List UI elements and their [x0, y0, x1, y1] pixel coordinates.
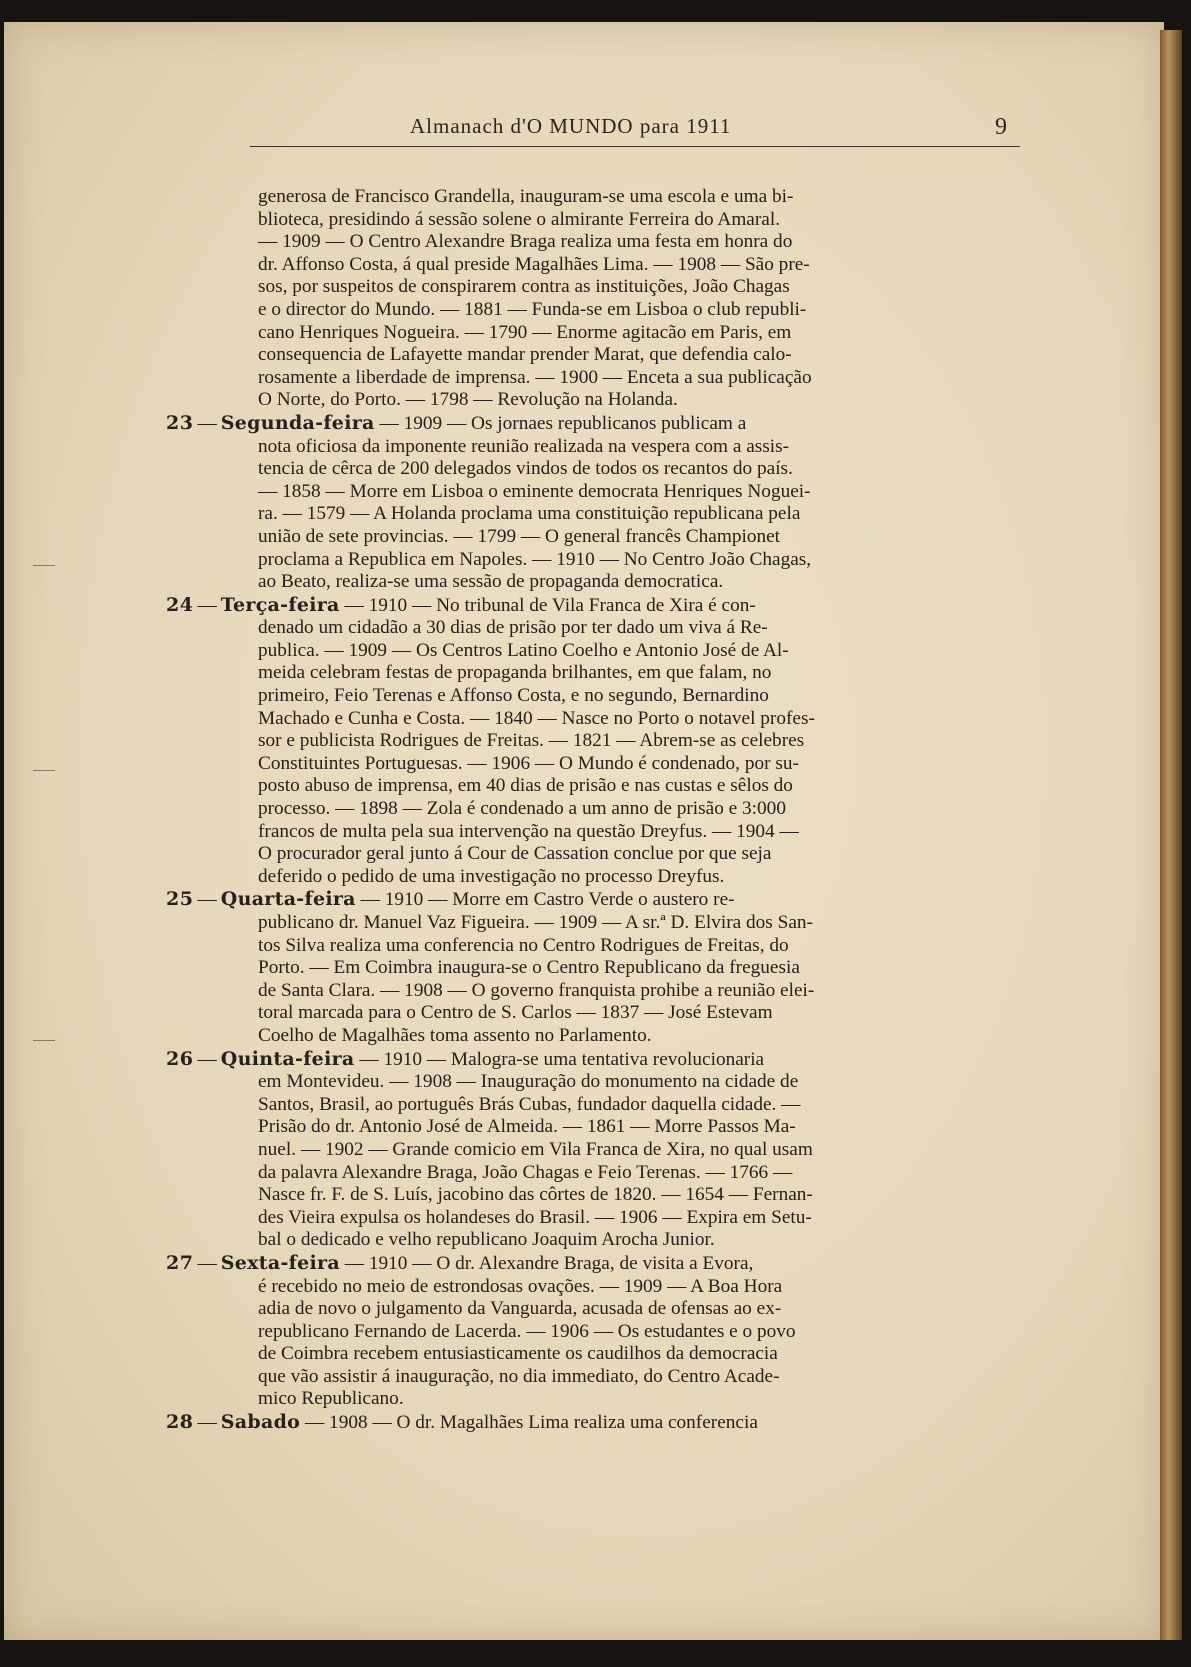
- text-line: de Santa Clara. — 1908 — O governo franquista prohibe a reunião elei-: [258, 979, 815, 1001]
- margin-mark: [33, 770, 55, 771]
- text-line: — 1910 — Malogra-se uma tentativa revolucionaria: [359, 1048, 765, 1070]
- text-line: publica. — 1909 — Os Centros Latino Coelho e Antonio José de Al-: [258, 639, 789, 661]
- margin-mark: [33, 1040, 55, 1041]
- text-line: — 1910 — Morre em Castro Verde o austero re-: [360, 889, 735, 911]
- text-line: denado um cidadão a 30 dias de prisão por ter dado um viva á Re-: [258, 617, 768, 639]
- text-line: que vão assistir á inauguração, no dia immediato, do Centro Acade-: [258, 1365, 780, 1387]
- text-line: generosa de Francisco Grandella, inauguram-se uma escola e uma bi-: [258, 186, 794, 207]
- text-line: rosamente a liberdade de imprensa. — 1900 — Enceta a sua publicação: [258, 366, 812, 388]
- weekday-label: Quarta-feira: [220, 888, 356, 911]
- day-number: 26: [166, 1047, 194, 1070]
- text-line: O procurador geral junto á Cour de Cassation conclue por que seja: [258, 843, 772, 865]
- text-line: tos Silva realiza uma conferencia no Centro Rodrigues de Freitas, do: [258, 934, 789, 956]
- text-line: O Norte, do Porto. — 1798 — Revolução na Holanda.: [258, 389, 678, 411]
- text-line: Machado e Cunha e Costa. — 1840 — Nasce no Porto o notavel profes-: [258, 707, 815, 729]
- header-rule: [250, 146, 1020, 147]
- weekday-label: Sabado: [220, 1411, 301, 1434]
- text-line: ra. — 1579 — A Holanda proclama uma constituição republicana pela: [258, 503, 801, 525]
- text-line: toral marcada para o Centro de S. Carlos — 1837 — José Estevam: [258, 1002, 773, 1024]
- text-line: nota oficiosa da imponente reunião realizada na vespera com a assis-: [258, 435, 790, 457]
- page-body: [166, 186, 1026, 1435]
- text-line: — 1910 — O dr. Alexandre Braga, de visita a Evora,: [344, 1252, 754, 1274]
- text-line: publicano dr. Manuel Vaz Figueira. — 1909 — A sr.ª D. Elvira dos San-: [258, 912, 813, 933]
- entry-first-line: 23 — Segunda-feira — 1909 — Os jornaes republicanos publicam a: [166, 411, 747, 434]
- intro-paragraph: [166, 186, 1026, 412]
- text-line: — 1909 — O Centro Alexandre Braga realiza uma festa em honra do: [258, 231, 793, 253]
- entry-first-line: 27 — Sexta-feira — 1910 — O dr. Alexandre Braga, de visita a Evora,: [166, 1251, 754, 1274]
- weekday-label: Quinta-feira: [220, 1047, 355, 1070]
- text-line: de Coimbra recebem entusiasticamente os caudilhos da democracia: [258, 1343, 778, 1365]
- text-line: deferido o pedido de uma investigação no processo Dreyfus.: [258, 865, 725, 887]
- text-line: posto abuso de imprensa, em 40 dias de prisão e nas custas e sêlos do: [258, 775, 793, 797]
- text-line: em Montevideu. — 1908 — Inauguração do monumento na cidade de: [258, 1071, 799, 1093]
- day-entry-27: [166, 1252, 1026, 1411]
- text-line: Prisão do dr. Antonio José de Almeida. — 1861 — Morre Passos Ma-: [258, 1116, 796, 1138]
- text-line: — 1908 — O dr. Magalhães Lima realiza uma conferencia: [304, 1412, 758, 1434]
- text-line: ao Beato, realiza-se uma sessão de propaganda democratica.: [258, 571, 724, 593]
- day-entry-26: [166, 1048, 1026, 1252]
- entry-first-line: 24 — Terça-feira — 1910 — No tribunal de Vila Franca de Xira é con-: [166, 593, 756, 616]
- text-line: da palavra Alexandre Braga, João Chagas e Feio Terenas. — 1766 —: [258, 1161, 793, 1183]
- day-number: 25: [166, 888, 194, 911]
- text-line: processo. — 1898 — Zola é condenado a um anno de prisão e 3:000: [258, 798, 786, 820]
- text-line: bal o dedicado e velho republicano Joaquim Arocha Junior.: [258, 1229, 715, 1251]
- text-line: nuel. — 1902 — Grande comicio em Vila Franca de Xira, no qual usam: [258, 1138, 813, 1160]
- weekday-label: Terça-feira: [220, 593, 340, 616]
- text-line: adia de novo o julgamento da Vanguarda, acusada de ofensas ao ex-: [258, 1298, 782, 1320]
- text-line: Coelho de Magalhães toma assento no Parlamento.: [258, 1024, 652, 1046]
- day-entry-24: [166, 594, 1026, 889]
- text-line: sor e publicista Rodrigues de Freitas. — 1821 — Abrem-se as celebres: [258, 730, 805, 752]
- text-line: Santos, Brasil, ao português Brás Cubas, fundador daquella cidade. —: [258, 1093, 801, 1115]
- text-line: cano Henriques Nogueira. — 1790 — Enorme agitacão em Paris, em: [258, 321, 792, 343]
- day-number: 27: [166, 1251, 194, 1274]
- running-title: Almanach d'O MUNDO para 1911: [410, 114, 732, 138]
- day-entry-25: [166, 888, 1026, 1047]
- page-number: 9: [995, 114, 1007, 140]
- text-line: des Vieira expulsa os holandeses do Brasil. — 1906 — Expira em Setu-: [258, 1206, 812, 1228]
- day-number: 28: [166, 1411, 194, 1434]
- weekday-label: Segunda-feira: [220, 411, 375, 434]
- text-line: dr. Affonso Costa, á qual preside Magalhães Lima. — 1908 — São pre-: [258, 253, 810, 275]
- text-line: consequencia de Lafayette mandar prender Marat, que defendia calo-: [258, 344, 792, 366]
- text-line: Porto. — Em Coimbra inaugura-se o Centro Republicano da freguesia: [258, 957, 800, 979]
- running-header: [250, 106, 1020, 146]
- entry-first-line: 28 — Sabado — 1908 — O dr. Magalhães Lima realiza uma conferencia: [166, 1411, 758, 1434]
- text-line: republicano Fernando de Lacerda. — 1906 — Os estudantes e o povo: [258, 1320, 796, 1342]
- day-number: 24: [166, 593, 194, 616]
- text-line: — 1909 — Os jornaes republicanos publicam a: [379, 412, 747, 434]
- text-line: primeiro, Feio Terenas e Affonso Costa, e no segundo, Bernardino: [258, 685, 769, 707]
- text-line: mico Republicano.: [258, 1388, 404, 1410]
- text-line: união de sete provincias. — 1799 — O general francês Championet: [258, 525, 781, 547]
- entry-first-line: 25 — Quarta-feira — 1910 — Morre em Castro Verde o austero re-: [166, 888, 735, 911]
- text-line: blioteca, presidindo á sessão solene o almirante Ferreira do Amaral.: [258, 208, 781, 230]
- text-line: sos, por suspeitos de conspirarem contra as instituições, João Chagas: [258, 276, 790, 298]
- text-line: — 1910 — No tribunal de Vila Franca de Xira é con-: [344, 594, 756, 616]
- text-line: francos de multa pela sua intervenção na questão Dreyfus. — 1904 —: [258, 820, 799, 842]
- day-entry-23: [166, 412, 1026, 594]
- margin-mark: [33, 565, 55, 566]
- text-line: proclama a Republica em Napoles. — 1910 — No Centro João Chagas,: [258, 548, 812, 570]
- entry-first-line: 26 — Quinta-feira — 1910 — Malogra-se uma tentativa revolucionaria: [166, 1047, 765, 1070]
- page-edge: [1160, 30, 1182, 1640]
- day-number: 23: [166, 411, 194, 434]
- text-line: e o director do Mundo. — 1881 — Funda-se em Lisboa o club republi-: [258, 298, 807, 320]
- text-line: Nasce fr. F. de S. Luís, jacobino das côrtes de 1820. — 1654 — Fernan-: [258, 1184, 813, 1206]
- text-line: meida celebram festas de propaganda brilhantes, em que falam, no: [258, 662, 772, 684]
- text-line: tencia de cêrca de 200 delegados vindos de todos os recantos do país.: [258, 458, 793, 480]
- day-entry-28: [166, 1411, 1026, 1435]
- text-line: — 1858 — Morre em Lisboa o eminente democrata Henriques Noguei-: [258, 480, 811, 502]
- weekday-label: Sexta-feira: [220, 1251, 340, 1274]
- text-line: Constituintes Portuguesas. — 1906 — O Mundo é condenado, por su-: [258, 752, 799, 774]
- text-line: é recebido no meio de estrondosas ovações. — 1909 — A Boa Hora: [258, 1275, 783, 1297]
